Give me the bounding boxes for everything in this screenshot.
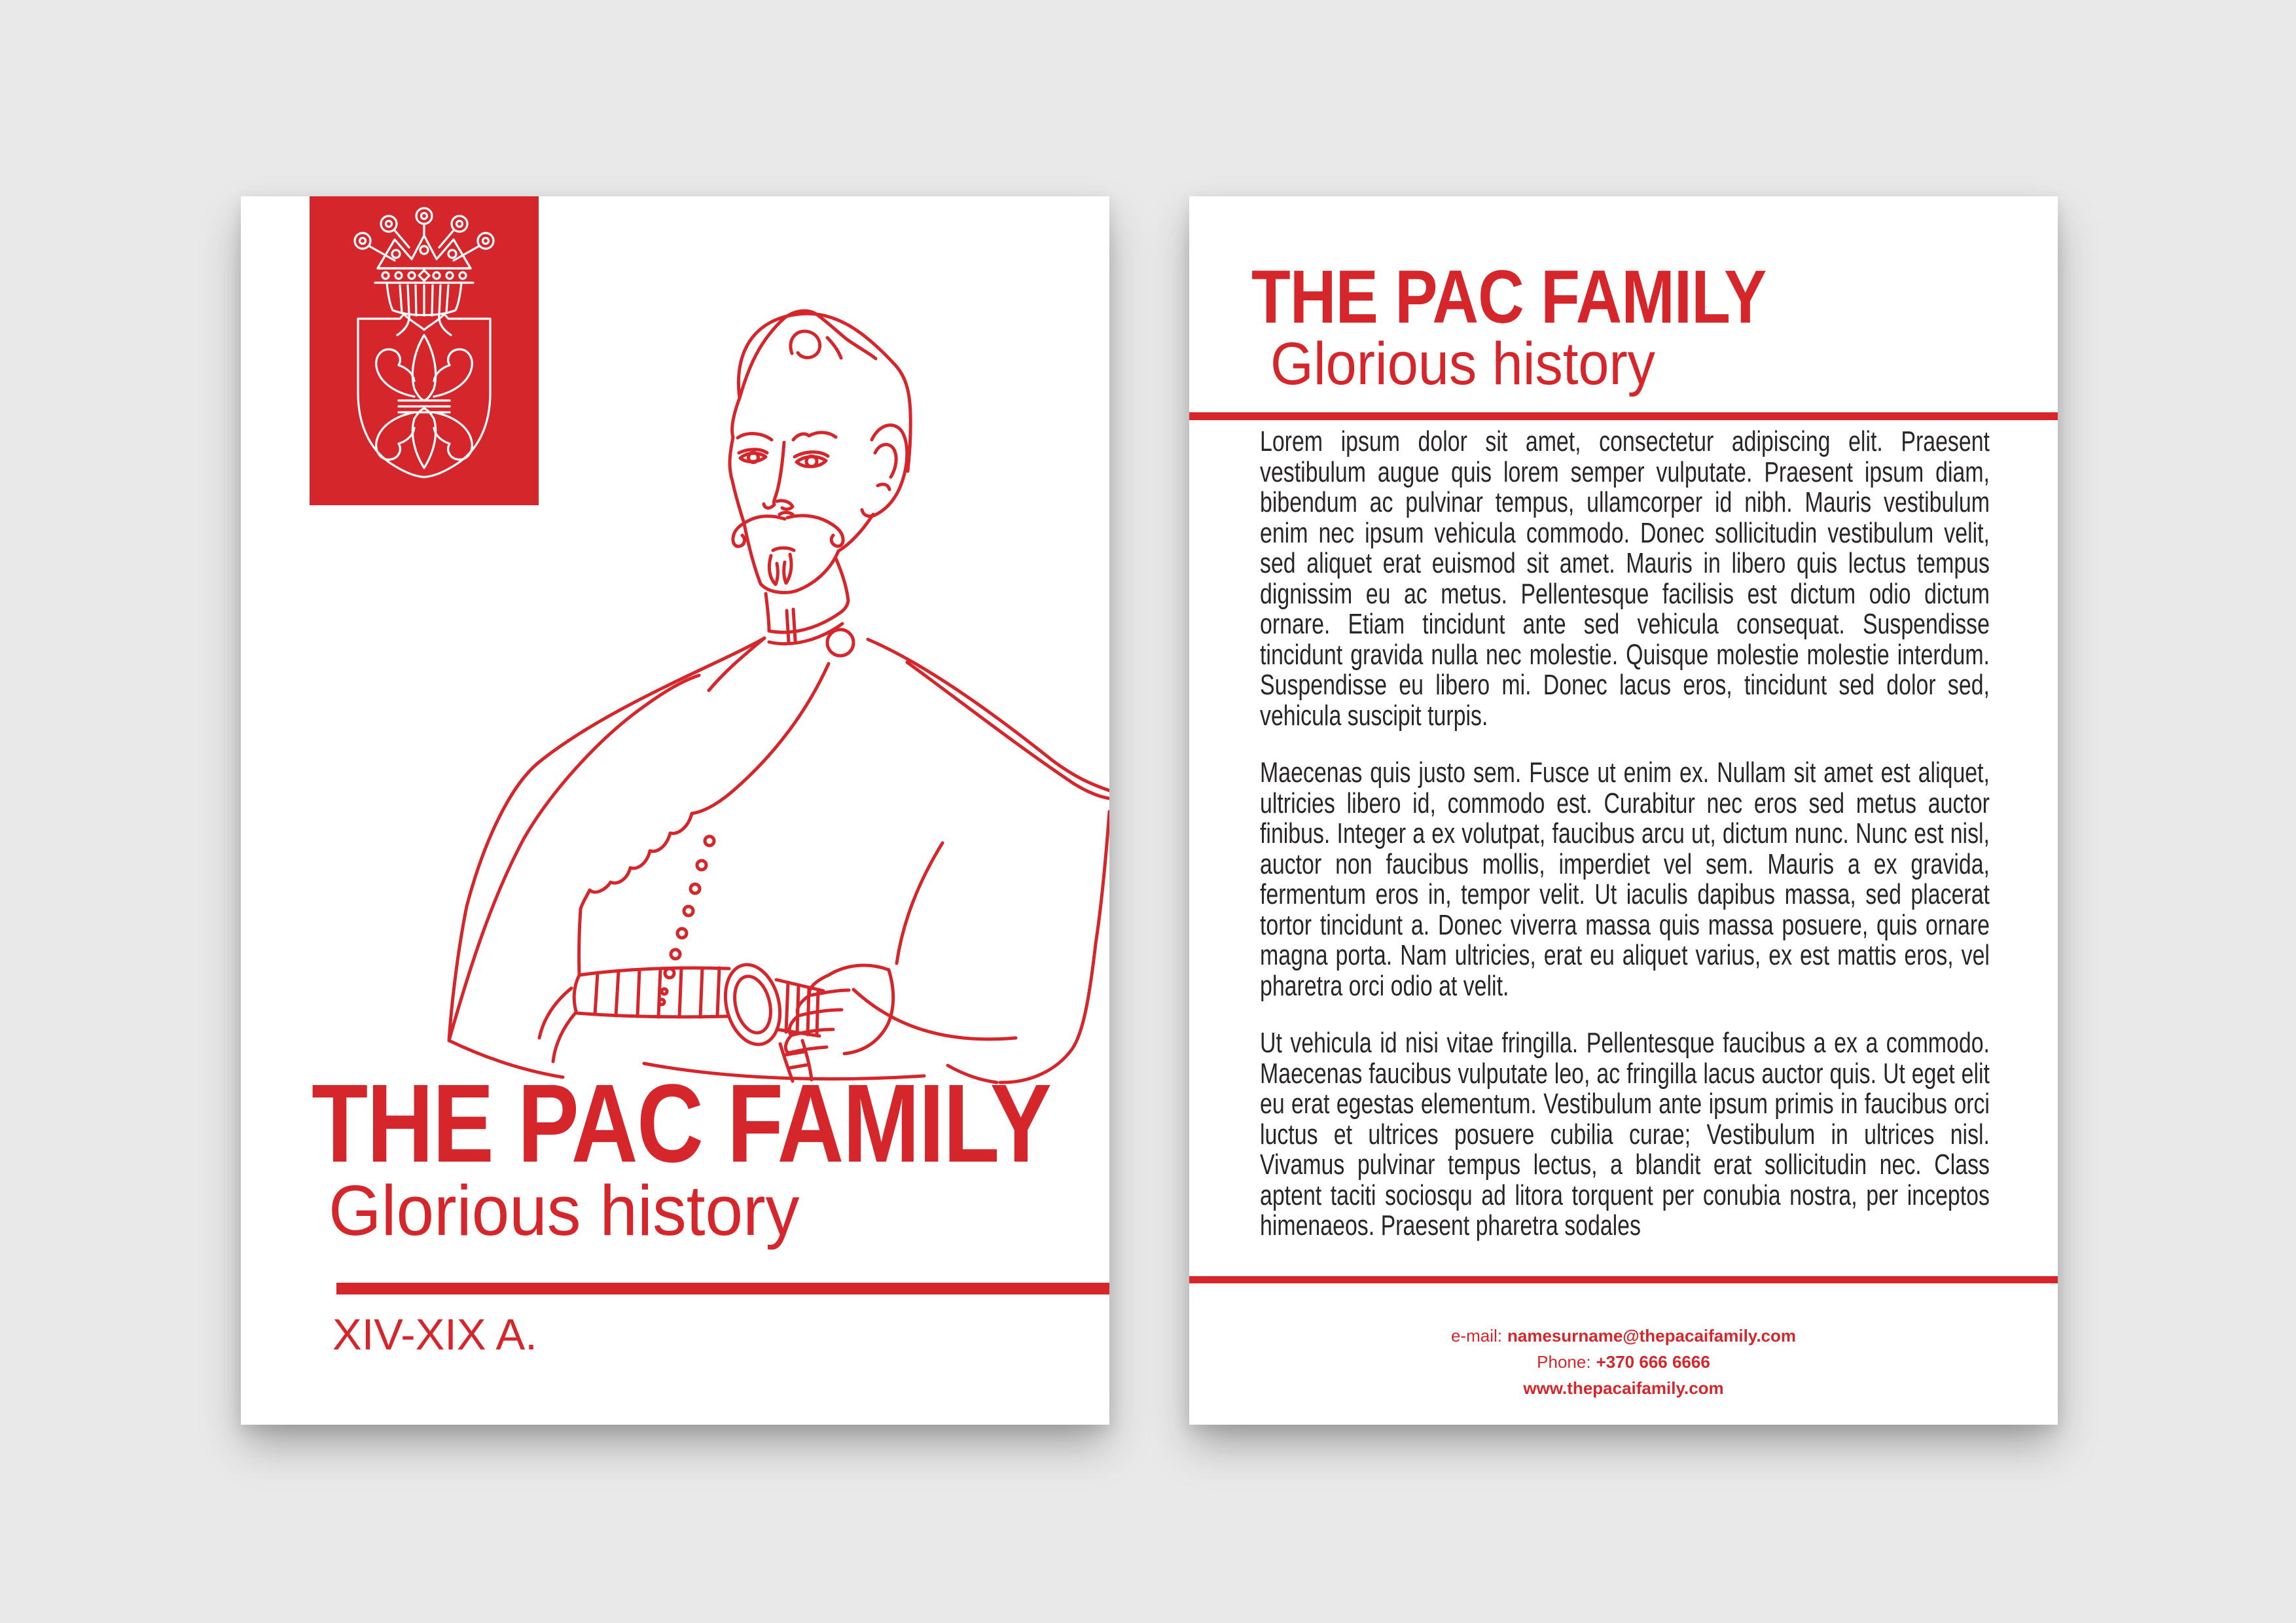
body-copy bbox=[1260, 427, 1990, 1241]
contact-block bbox=[1189, 1326, 2058, 1404]
email-value: namesurname@thepacaifamily.com bbox=[1507, 1326, 1797, 1346]
back-title: THE PAC FAMILY bbox=[1251, 255, 1767, 339]
contact-email bbox=[1189, 1326, 2058, 1346]
contact-website: www.thepacaifamily.com bbox=[1523, 1378, 1724, 1398]
phone-value: +370 666 6666 bbox=[1596, 1352, 1710, 1372]
front-page bbox=[241, 196, 1109, 1425]
back-subtitle: Glorious history bbox=[1270, 330, 1655, 397]
body-paragraph-2: Maecenas quis justo sem. Fusce ut enim ex. Nullam sit amet est aliquet, ultricies libero id, commodo est. Curabitur nec eros sed metus auctor finibus. Integer a ex volutpat, faucibus arcu ut, dictum nunc. Nunc est nisl, auctor non faucibus mollis, imperdiet vel sem. Mauris a ex gravida, fermentum eros in, tempor velit. Ut iaculis dapibus massa, sed placerat tortor tincidunt a. Donec viverra massa quis massa posuere, quis ornare magna porta. Nam ultricies, erat eu aliquet varius, ex est mattis eros, vel pharetra orci odio at velit. bbox=[1260, 757, 1990, 1002]
front-title: THE PAC FAMILY bbox=[312, 1061, 1051, 1186]
email-label: e-mail: bbox=[1450, 1326, 1502, 1346]
phone-label: Phone: bbox=[1537, 1352, 1591, 1372]
back-top-rule bbox=[1189, 412, 2058, 420]
body-paragraph-3: Ut vehicula id nisi vitae fringilla. Pellentesque faucibus a ex a commodo. Maecenas faucibus vulputate leo, ac fringilla lacus auctor quis. Ut eget elit eu erat egestas elementum. Vestibulum ante ipsum primis in faucibus orci luctus et ultrices posuere cubilia curae; Vestibulum in ultrices nisl. Vivamus pulvinar tempus lectus, a blandit erat sollicitudin nec. Class aptent taciti sociosqu ad litora torquent per conubia nostra, per inceptos himenaeos. Praesent pharetra sodales bbox=[1260, 1027, 1990, 1241]
contact-phone bbox=[1189, 1352, 2058, 1372]
front-period-label: XIV-XIX A. bbox=[332, 1310, 537, 1359]
body-paragraph-1: Lorem ipsum dolor sit amet, consectetur adipiscing elit. Praesent vestibulum augue quis lorem semper vulputate. Praesent ipsum diam, bibendum ac pulvinar tempus, ullamcorper id nibh. Mauris vestibulum enim nec ipsum vehicula commodo. Donec sollicitudin vestibulum velit, sed aliquet erat euismod sit amet. Mauris in libero quis lectus tempus dignissim eu ac metus. Pellentesque facilisis est dictum odio dictum ornare. Etiam tincidunt ante sed vehicula consequat. Suspendisse tincidunt gravida nulla nec molestie. Quisque molestie molestie interdum. Suspendisse eu libero mi. Donec lacus eros, tincidunt sed dolor sed, vehicula suscipit turpis. bbox=[1260, 425, 1990, 732]
nobleman-portrait-illustration bbox=[241, 288, 1109, 1086]
back-page bbox=[1189, 196, 2058, 1425]
front-subtitle: Glorious history bbox=[329, 1171, 800, 1251]
back-bottom-rule bbox=[1189, 1276, 2058, 1283]
front-divider-rule bbox=[336, 1283, 1109, 1294]
